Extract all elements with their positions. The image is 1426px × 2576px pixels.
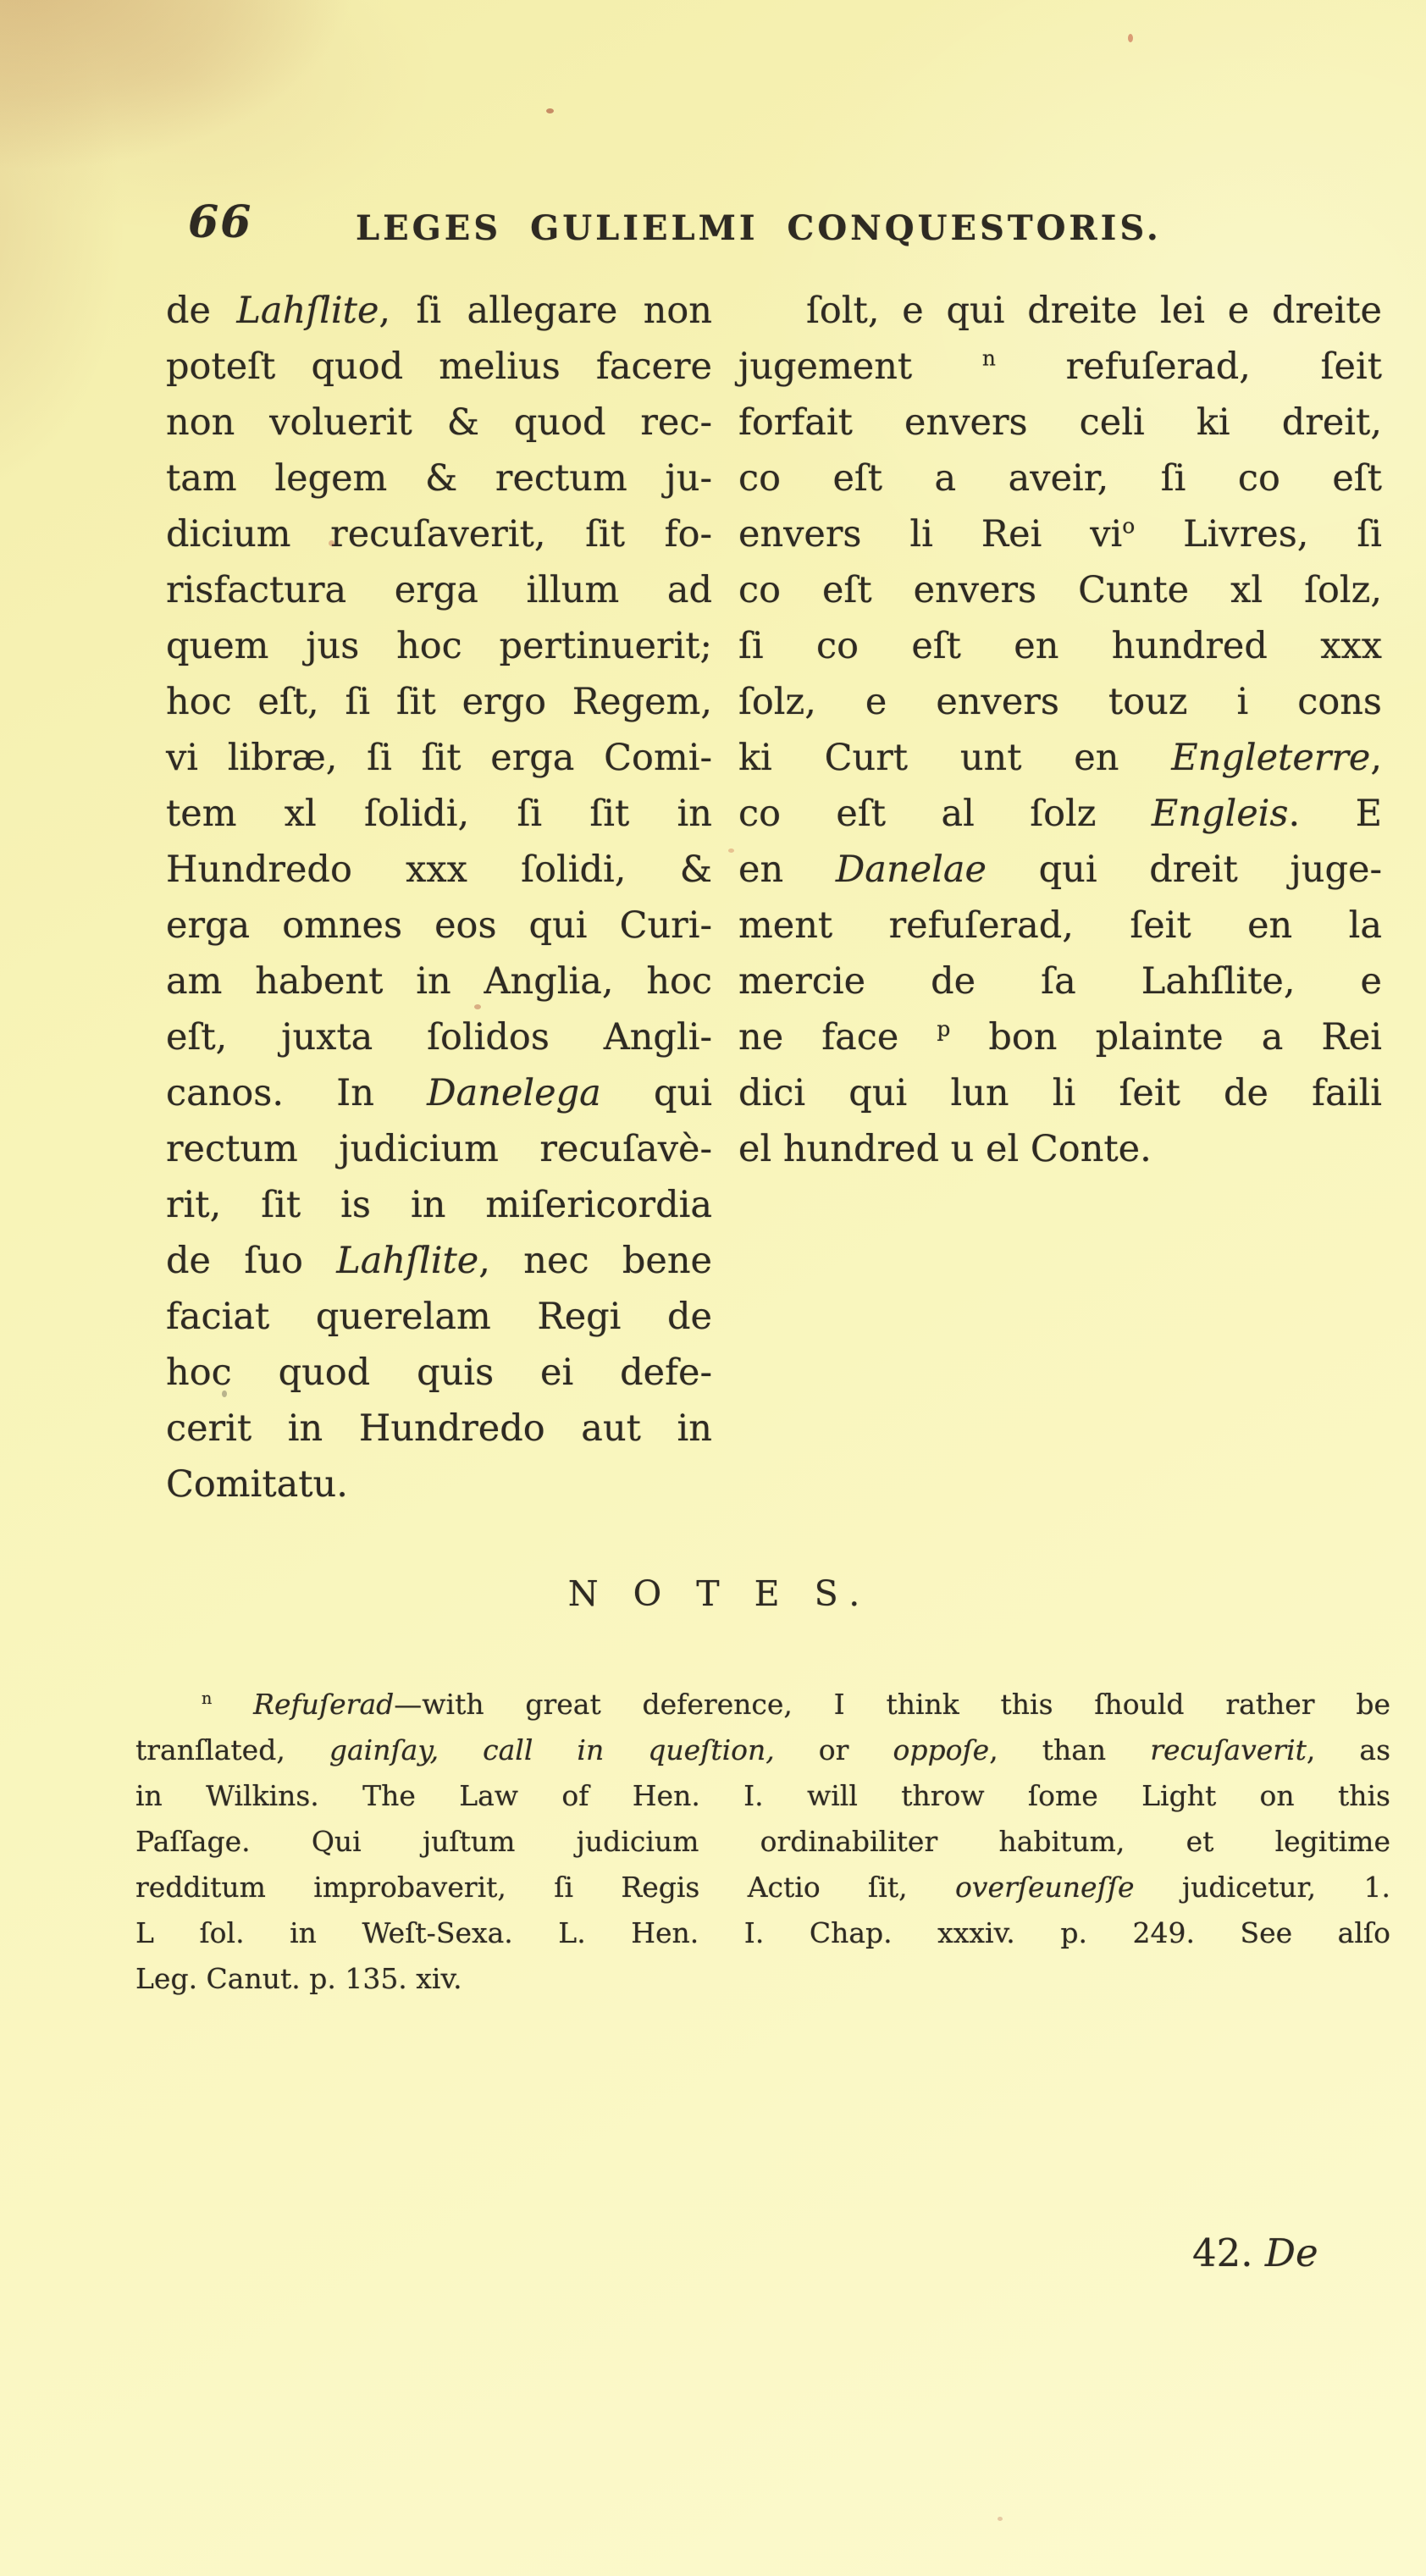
text-line: ſolz, e envers touz i cons [738,681,1382,723]
text-line: envers li Rei $vi^o$ Livres, ſi [738,513,1382,556]
catchword [1192,2231,1318,2275]
text-line: vi libræ, ſi ſit erga Comi- [166,737,712,779]
text-line: L ſol. in Weſt-Sexa. L. Hen. I. Chap. xxxiv. p. 249. See alſo [135,1916,1390,1949]
paper-speck [998,2517,1003,2521]
text-line: tem xl ſolidi, ſi ſit in [166,793,712,835]
text-line: co eſt envers Cunte xl ſolz, [738,569,1382,611]
catchword-number: 42. [1192,2231,1253,2275]
text-line: cerit in Hundredo aut in [166,1407,712,1450]
text-line: canos. In Danelega qui [166,1072,712,1114]
text-line: jugement $^n$ refuſerad, ſeit [738,345,1382,388]
running-header: LEGES GULIELMI CONQUESTORIS. [356,208,1162,248]
paper-speck [1128,34,1133,42]
notes-heading: N O T E S. [567,1573,872,1614]
text-line: risfactura erga illum ad [166,569,712,611]
text-line: ki Curt unt en Engleterre, [738,737,1382,779]
paper-speck [222,1390,227,1397]
text-line: poteſt quod melius facere [166,345,712,388]
text-line: redditum improbaverit, ſi Regis Actio ſit, overſeuneſſe judicetur, 1. [135,1871,1391,1904]
text-line: mercie de ſa Lahſlite, e [738,960,1382,1003]
text-line: in Wilkins. The Law of Hen. I. will throw ſome Light on this [135,1779,1390,1812]
text-line: forfait envers celi ki dreit, [738,401,1382,444]
text-line: rectum judicium recuſavè- [166,1128,712,1170]
text-line: co eſt al ſolz Engleis. E [738,793,1382,835]
left-column [166,283,712,1512]
text-line: non voluerit & quod rec- [166,401,712,444]
text-line: quem jus hoc pertinuerit; [166,625,712,667]
text-line: Hundredo xxx ſolidi, & [166,849,712,891]
page-number: 66 [188,196,253,248]
notes-block [135,1682,1390,2002]
text-line: eſt, juxta ſolidos Angli- [166,1016,712,1059]
text-line: faciat querelam Regi de [166,1296,712,1338]
text-line: de ſuo Lahſlite, nec bene [166,1240,713,1282]
right-column [738,283,1382,1177]
text-line: el hundred u el Conte. [738,1128,1152,1170]
text-line: ne face $^p$ bon plainte a Rei [738,1016,1382,1059]
text-line: am habent in Anglia, hoc [166,960,712,1003]
text-line: Comitatu. [166,1463,348,1506]
text-line: hoc quod quis ei defe- [166,1352,712,1394]
text-line: co eſt a aveir, ſi co eſt [738,457,1382,500]
text-line: en Danelae qui dreit juge- [738,849,1383,891]
catchword-word: De [1264,2231,1318,2275]
text-line: rit, ſit is in miſericordia [166,1184,712,1226]
text-line: de Lahſlite, ſi allegare non [166,290,712,332]
text-line: dicium recuſaverit, ſit fo- [166,513,712,556]
paper-speck [329,540,334,546]
text-line: Paſſage. Qui juſtum judicium ordinabiliter habitum, et legitime [135,1825,1390,1858]
paper-speck [546,108,554,113]
text-line: erga omnes eos qui Curi- [166,904,712,947]
text-line: ſolt, e qui dreite lei e dreite [806,290,1382,332]
text-line: ment refuſerad, ſeit en la [738,904,1382,947]
text-line: dici qui lun li ſeit de faili [738,1072,1382,1114]
text-line: hoc eſt, ſi ſit ergo Regem, [166,681,712,723]
text-line: ſi co eſt en hundred xxx [738,625,1382,667]
text-line: Leg. Canut. p. 135. xiv. [135,1962,462,1995]
paper-speck [474,1004,481,1009]
text-line: $^n$ Refuſerad—with great deference, I think this ſhould rather be [202,1688,1390,1721]
text-line: tam legem & rectum ju- [166,457,712,500]
paper-speck [728,849,734,853]
text-line: tranſlated, gainſay, call in queſtion, or oppoſe, than recuſaverit, as [135,1733,1391,1766]
